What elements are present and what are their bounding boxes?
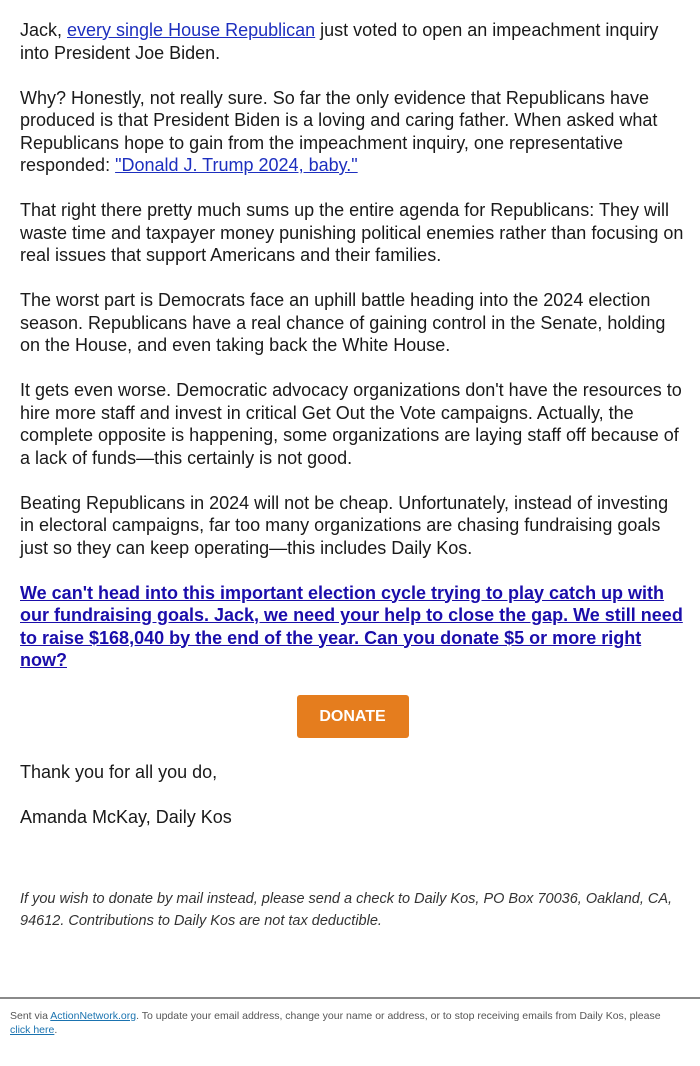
paragraph-beating: Beating Republicans in 2024 will not be cheap. Unfortunately, instead of investing in electoral campaigns, far too many organizations are chasing fundraising goals just so they can keep operating—this includes Daily Kos. — [20, 492, 669, 558]
paragraph-intro: Jack, every single House Republican just voted to open an impeachment inquiry into President Joe Biden. — [20, 20, 659, 63]
email-body — [20, 19, 685, 851]
signoff-line-1: Thank you for all you do, — [20, 761, 218, 782]
email-footer: Sent via ActionNetwork.org. To update your email address, change your name or address, or to stop receiving emails from Daily Kos, please click here. — [10, 1010, 661, 1036]
unsubscribe-link[interactable]: click here — [10, 1023, 55, 1036]
paragraph-uphill: The worst part is Democrats face an uphill battle heading into the 2024 election season. Republicans have a real chance of gaining control in the Senate, holding on the House, and even taking back the White House. — [20, 290, 666, 355]
paragraph-worse: It gets even worse. Democratic advocacy organizations don't have the resources to hire more staff and invest in critical Get Out the Vote campaigns. Actually, the complete opposite is happening, some organizations are laying staff off because of a lack of funds—this certainly is not good. — [20, 380, 682, 468]
paragraph-agenda: That right there pretty much sums up the entire agenda for Republicans: They will waste time and taxpayer money punishing political enemies rather than focusing on real issues that support Americans and their families. — [20, 200, 684, 265]
house-republican-link[interactable]: every single House Republican — [67, 20, 316, 40]
actionnetwork-link[interactable]: ActionNetwork.org — [50, 1010, 137, 1022]
donate-by-mail-note: If you wish to donate by mail instead, please send a check to Daily Kos, PO Box 70036, Oakland, CA, 94612. Contributions to Daily Kos are not tax deductible. — [20, 891, 673, 929]
donate-button-wrap — [20, 695, 685, 738]
donate-cta-link[interactable]: We can't head into this important election cycle trying to play catch up with our fundraising goals. Jack, we need your help to close the gap. We still need to raise $168,040 by the end of the year. Can you donate $5 or more right now? — [20, 582, 683, 670]
footer-divider — [0, 997, 700, 999]
paragraph-why: Why? Honestly, not really sure. So far the only evidence that Republicans have produced is that President Biden is a loving and caring father. When asked what Republicans hope to gain from the impeachment inquiry, one representative responded: "Donald J. Trump 2024, baby." — [20, 87, 658, 175]
donate-button[interactable]: DONATE — [297, 695, 409, 738]
signoff-line-2: Amanda McKay, Daily Kos — [20, 806, 232, 827]
trump-quote-link[interactable]: "Donald J. Trump 2024, baby." — [115, 155, 358, 175]
